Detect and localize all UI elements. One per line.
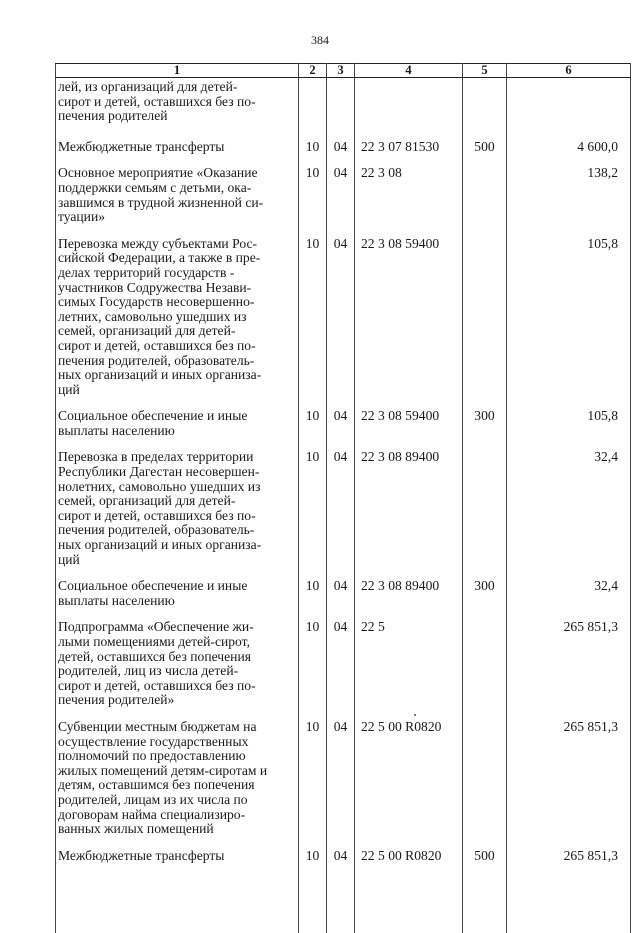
name-line: договорам найма специализиро- <box>58 807 245 822</box>
cell-section: 10 <box>299 720 327 849</box>
table-row <box>56 140 631 167</box>
table-row <box>56 620 631 720</box>
cell-section: 10 <box>299 237 327 410</box>
cell-subsection: 04 <box>327 237 355 410</box>
cell-amount: 4 600,0 <box>507 140 631 167</box>
cell-section: 10 <box>299 166 327 236</box>
name-line: Основное мероприятие «Оказание <box>58 165 258 180</box>
name-line: ций <box>58 382 80 397</box>
name-line: Субвенции местным бюджетам на <box>58 719 256 734</box>
name-line: лыми помещениями детей-сирот, <box>58 634 250 649</box>
name-line: родителей, лиц из числа детей- <box>58 663 238 678</box>
cell-subsection: 04 <box>327 140 355 167</box>
name-line: Межбюджетные трансферты <box>58 139 224 154</box>
name-line: семей, организаций для детей- <box>58 493 235 508</box>
cell-expense-type <box>463 450 507 579</box>
table-row <box>56 849 631 933</box>
cell-name <box>56 620 299 720</box>
column-header-5: 5 <box>463 64 507 78</box>
cell-amount: 265 851,3 <box>507 620 631 720</box>
cell-section: 10 <box>299 849 327 933</box>
table-row <box>56 166 631 236</box>
name-line: ных организаций и иных организа- <box>58 367 261 382</box>
cell-section: 10 <box>299 579 327 620</box>
name-line: ных организаций и иных организа- <box>58 537 261 552</box>
cell-expense-type: 500 <box>463 140 507 167</box>
name-line: печения родителей, образователь- <box>58 353 254 368</box>
cell-target-article: 22 5 <box>355 620 463 720</box>
cell-name <box>56 720 299 849</box>
name-line: сийской Федерации, а также в пре- <box>58 250 260 265</box>
name-line: сирот и детей, оставшихся без по- <box>58 338 256 353</box>
name-line: печения родителей» <box>58 692 174 707</box>
cell-name <box>56 849 299 933</box>
cell-name <box>56 140 299 167</box>
name-line: печения родителей <box>58 108 168 123</box>
name-line: Социальное обеспечение и иные <box>58 578 247 593</box>
cell-target-article <box>355 78 463 140</box>
name-line: родителей, лицам из их числа по <box>58 792 248 807</box>
cell-name <box>56 237 299 410</box>
cell-subsection: 04 <box>327 579 355 620</box>
cell-section <box>299 78 327 140</box>
cell-section: 10 <box>299 450 327 579</box>
name-line: нолетних, самовольно ушедших из <box>58 479 260 494</box>
name-line: Социальное обеспечение и иные <box>58 408 247 423</box>
cell-target-article: 22 3 08 <box>355 166 463 236</box>
name-line: лей, из организаций для детей- <box>58 79 237 94</box>
name-line: ций <box>58 552 80 567</box>
cell-subsection: 04 <box>327 450 355 579</box>
cell-amount <box>507 78 631 140</box>
cell-subsection: 04 <box>327 720 355 849</box>
cell-target-article: 22 3 08 59400 <box>355 237 463 410</box>
name-line: сирот и детей, оставшихся без по- <box>58 678 256 693</box>
table-row <box>56 720 631 849</box>
cell-subsection: 04 <box>327 166 355 236</box>
cell-amount: 138,2 <box>507 166 631 236</box>
cell-section: 10 <box>299 140 327 167</box>
column-header-4: 4 <box>355 64 463 78</box>
column-header-6: 6 <box>507 64 631 78</box>
table-row <box>56 579 631 620</box>
name-line: участников Содружества Незави- <box>58 280 251 295</box>
name-line: Перевозка между субъектами Рос- <box>58 236 257 251</box>
cell-expense-type <box>463 166 507 236</box>
cell-expense-type <box>463 237 507 410</box>
scan-dot <box>414 714 416 716</box>
cell-target-article: 22 3 08 59400 <box>355 409 463 450</box>
name-line: симых Государств несовершенно- <box>58 294 254 309</box>
cell-name <box>56 450 299 579</box>
cell-target-article: 22 5 00 R0820 <box>355 720 463 849</box>
name-line: детям, оставшимся без попечения <box>58 777 255 792</box>
cell-section: 10 <box>299 409 327 450</box>
name-line: печения родителей, образователь- <box>58 522 254 537</box>
name-line: Межбюджетные трансферты <box>58 848 224 863</box>
cell-amount: 32,4 <box>507 450 631 579</box>
name-line: туации» <box>58 209 105 224</box>
cell-target-article: 22 3 08 89400 <box>355 450 463 579</box>
cell-section: 10 <box>299 620 327 720</box>
column-header-1: 1 <box>56 64 299 78</box>
cell-target-article: 22 5 00 R0820 <box>355 849 463 933</box>
name-line: осуществление государственных <box>58 734 248 749</box>
name-line: полномочий по предоставлению <box>58 748 246 763</box>
cell-name <box>56 78 299 140</box>
name-line: выплаты населению <box>58 423 175 438</box>
table-header-row <box>56 64 631 78</box>
budget-table <box>55 63 631 933</box>
name-line: поддержки семьям с детьми, ока- <box>58 180 251 195</box>
name-line: жилых помещений детям-сиротам и <box>58 763 267 778</box>
name-line: делах территорий государств - <box>58 265 234 280</box>
page-number: 384 <box>0 33 640 48</box>
cell-subsection: 04 <box>327 620 355 720</box>
cell-expense-type <box>463 720 507 849</box>
table-body <box>56 78 631 933</box>
cell-target-article: 22 3 08 89400 <box>355 579 463 620</box>
column-header-2: 2 <box>299 64 327 78</box>
cell-subsection: 04 <box>327 849 355 933</box>
name-line: Перевозка в пределах территории <box>58 449 253 464</box>
cell-expense-type <box>463 78 507 140</box>
cell-target-article: 22 3 07 81530 <box>355 140 463 167</box>
table-row <box>56 450 631 579</box>
cell-subsection <box>327 78 355 140</box>
name-line: Подпрограмма «Обеспечение жи- <box>58 619 254 634</box>
name-line: Республики Дагестан несовершен- <box>58 464 259 479</box>
cell-amount: 265 851,3 <box>507 720 631 849</box>
cell-expense-type <box>463 620 507 720</box>
name-line: сирот и детей, оставшихся без по- <box>58 508 256 523</box>
name-line: ванных жилых помещений <box>58 821 214 836</box>
cell-amount: 32,4 <box>507 579 631 620</box>
table-row <box>56 409 631 450</box>
cell-amount: 105,8 <box>507 237 631 410</box>
cell-subsection: 04 <box>327 409 355 450</box>
cell-amount: 265 851,3 <box>507 849 631 933</box>
name-line: выплаты населению <box>58 593 175 608</box>
cell-name <box>56 579 299 620</box>
cell-expense-type: 300 <box>463 579 507 620</box>
cell-expense-type: 300 <box>463 409 507 450</box>
cell-name <box>56 166 299 236</box>
table-row <box>56 237 631 410</box>
name-line: сирот и детей, оставшихся без по- <box>58 94 256 109</box>
cell-expense-type: 500 <box>463 849 507 933</box>
cell-name <box>56 409 299 450</box>
name-line: завшимся в трудной жизненной си- <box>58 195 263 210</box>
column-header-3: 3 <box>327 64 355 78</box>
name-line: детей, оставшихся без попечения <box>58 649 251 664</box>
table-row <box>56 78 631 140</box>
name-line: семей, организаций для детей- <box>58 323 235 338</box>
name-line: летних, самовольно ушедших из <box>58 309 247 324</box>
cell-amount: 105,8 <box>507 409 631 450</box>
